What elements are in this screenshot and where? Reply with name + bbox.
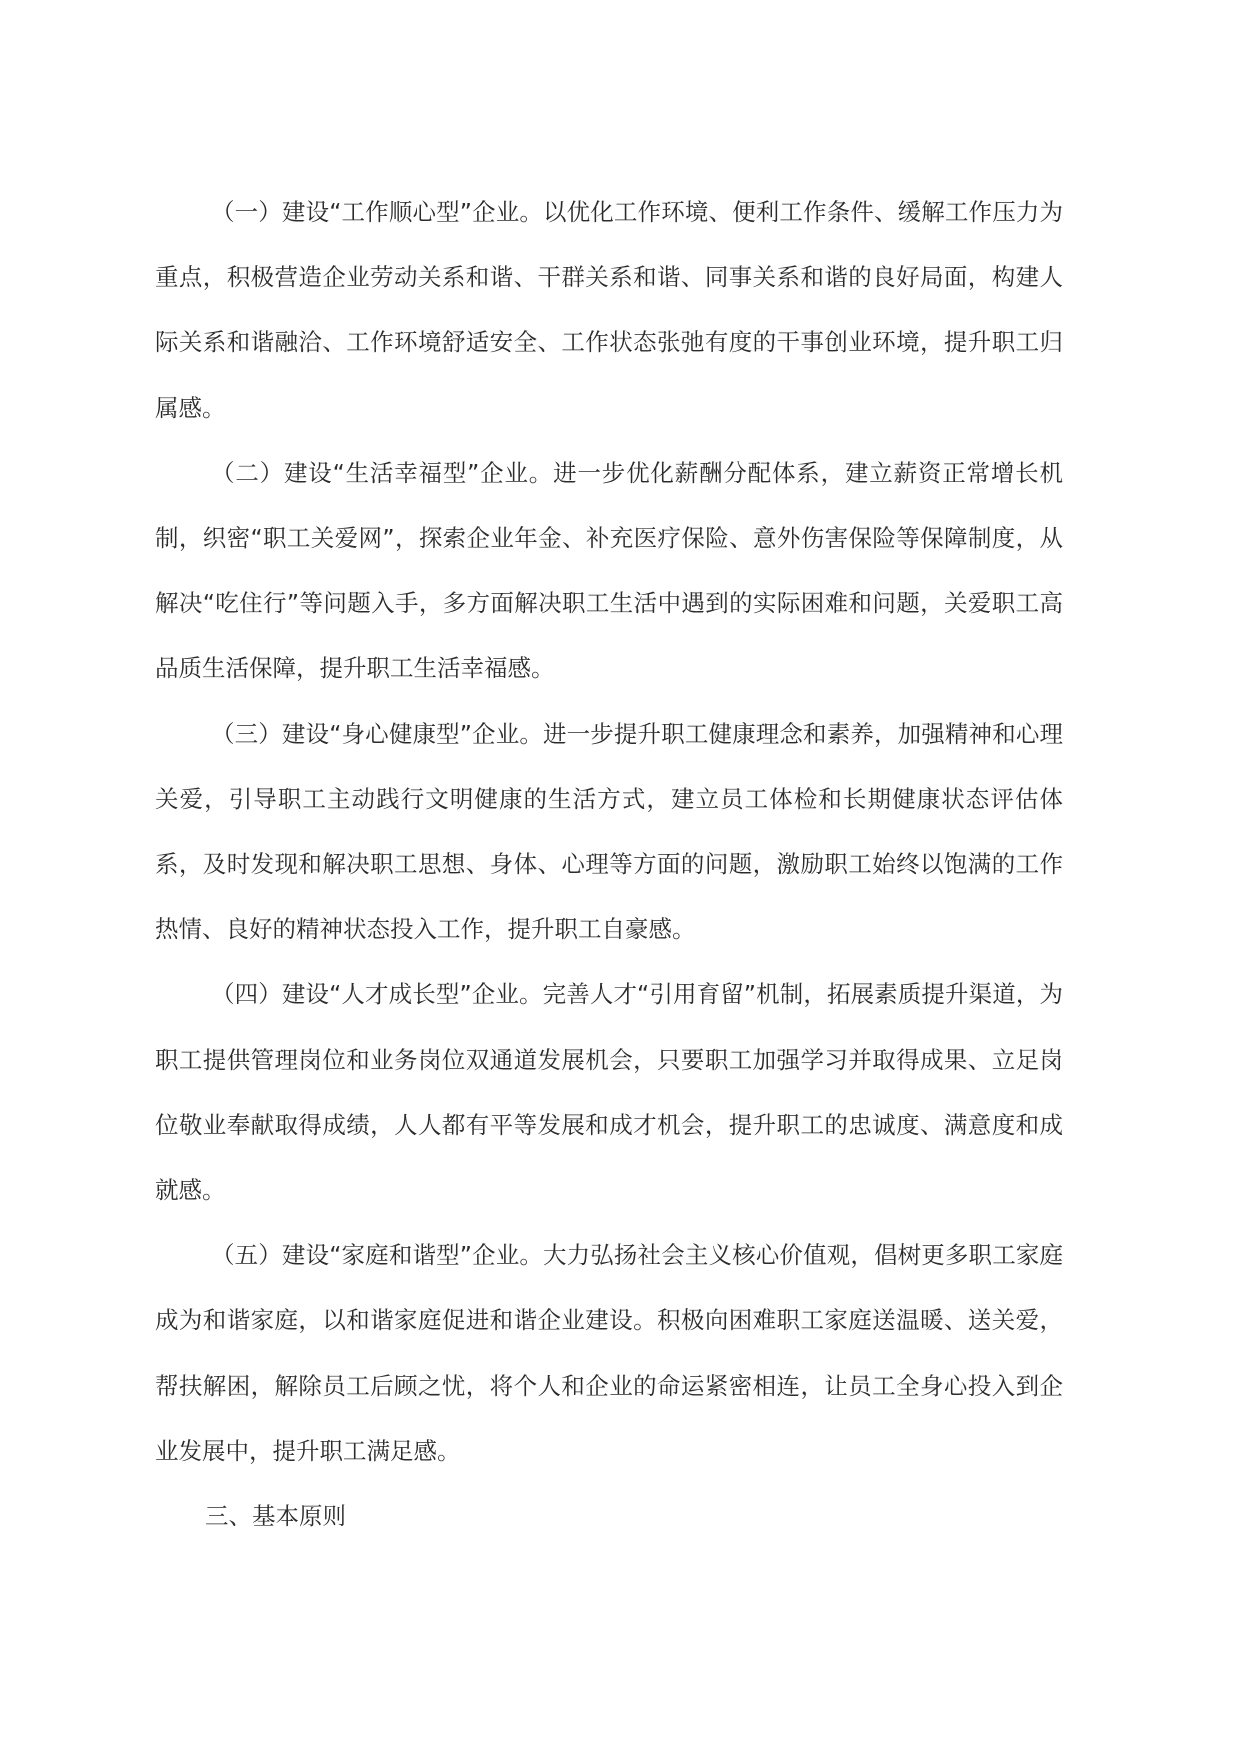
- paragraph-family-harmony: （五）建设“家庭和谐型”企业。大力弘扬社会主义核心价值观，倡树更多职工家庭成为和谐家庭，以和谐家庭促进和谐企业建设。积极向困难职工家庭送温暖、送关爱，帮扶解困，解除员工后顾之忧，将个人和企业的命运紧密相连，让员工全身心投入到企业发展中，提升职工满足感。: [155, 1241, 1063, 1465]
- paragraph-talent-growth: （四）建设“人才成长型”企业。完善人才“引用育留”机制，拓展素质提升渠道，为职工提供管理岗位和业务岗位双通道发展机会，只要职工加强学习并取得成果、立足岗位敬业奉献取得成绩，人人都有平等发展和成才机会，提升职工的忠诚度、满意度和成就感。: [155, 980, 1063, 1205]
- section-heading-basic-principles: 三、基本原则: [205, 1502, 346, 1531]
- paragraph-work-comfort: （一）建设“工作顺心型”企业。以优化工作环境、便利工作条件、缓解工作压力为重点，积极营造企业劳动关系和谐、干群关系和谐、同事关系和谐的良好局面，构建人际关系和谐融洽、工作环境舒适安全、工作状态张弛有度的干事创业环境，提升职工归属感。: [155, 198, 1063, 422]
- paragraph-life-happiness: （二）建设“生活幸福型”企业。进一步优化薪酬分配体系，建立薪资正常增长机制，织密“职工关爱网”，探索企业年金、补充医疗保险、意外伤害保险等保障制度，从解决“吃住行”等问题入手，多方面解决职工生活中遇到的实际困难和问题，关爱职工高品质生活保障，提升职工生活幸福感。: [155, 458, 1063, 683]
- document-page: [155, 180, 1063, 1549]
- paragraph-physical-mental-health: （三）建设“身心健康型”企业。进一步提升职工健康理念和素养，加强精神和心理关爱，引导职工主动践行文明健康的生活方式，建立员工体检和长期健康状态评估体系，及时发现和解决职工思想、身体、心理等方面的问题，激励职工始终以饱满的工作热情、良好的精神状态投入工作，提升职工自豪感。: [155, 719, 1063, 944]
